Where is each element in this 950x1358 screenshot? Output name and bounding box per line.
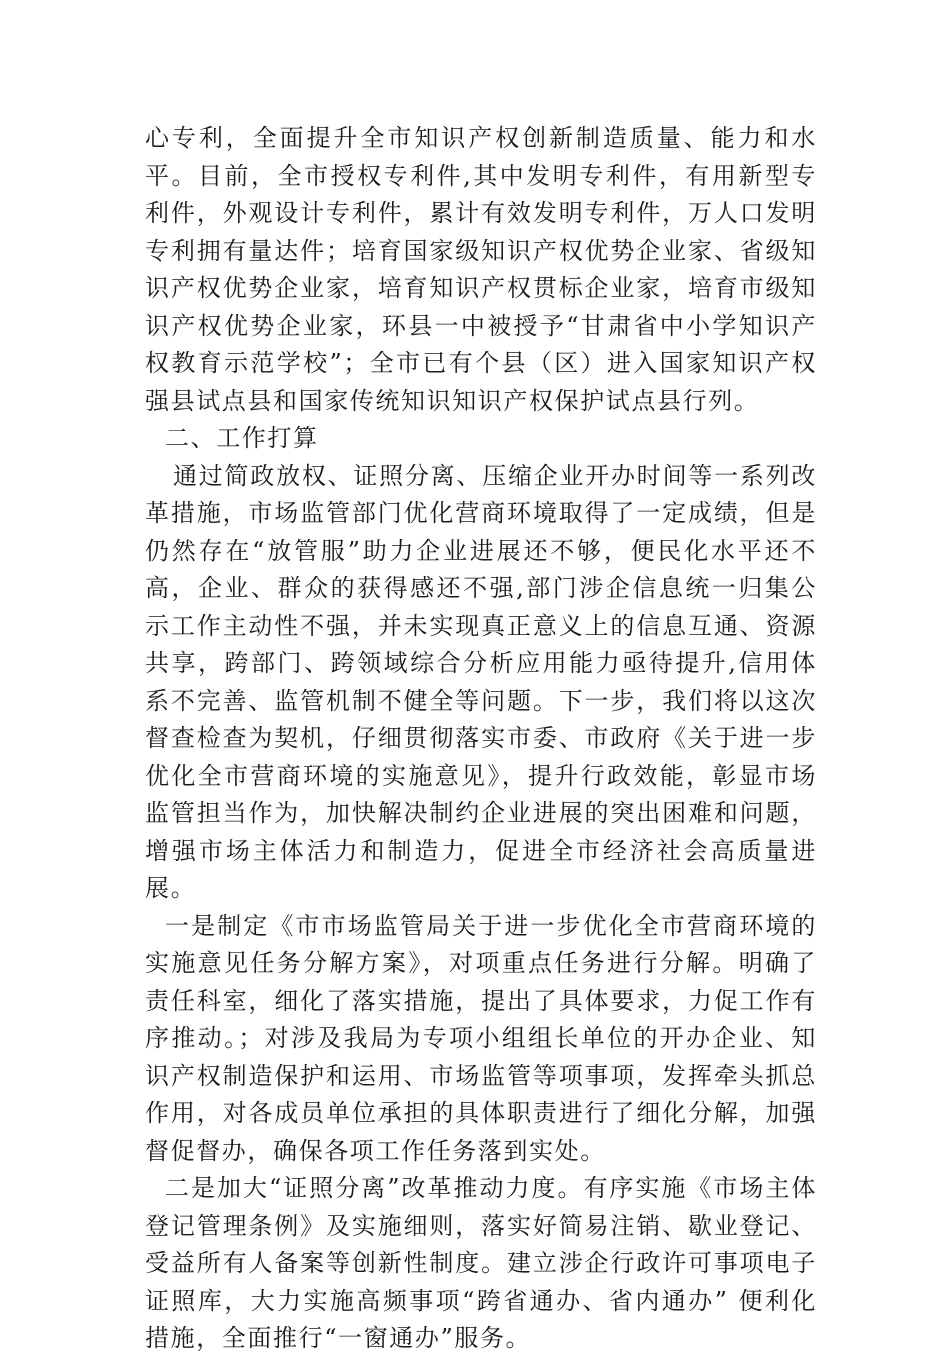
paragraph-plan-item-1: 一是制定《市市场监管局关于进一步优化全市营商环境的实施意见任务分解方案》，对项重点任务进行分解。明确了责任科室，细化了落实措施，提出了具体要求，力促工作有序推动。；对涉及我局为专项小组组长单位的开办企业、知识产权制造保护和运用、市场监管等项事项，发挥牵头抓总作用，对各成员单位承担的具体职责进行了细化分解，加强督促督办，确保各项工作任务落到实处。	[145, 911, 817, 1165]
paragraph-ip-achievements: 心专利，全面提升全市知识产权创新制造质量、能力和水平。目前，全市授权专利件,其中发明专利件，有用新型专利件，外观设计专利件，累计有效发明专利件，万人口发明专利拥有量达件；培育国家级知识产权优势企业家、省级知识产权优势企业家，培育知识产权贯标企业家，培育市级知识产权优势企业家，环县一中被授予“甘肃省中小学知识产权教育示范学校”；全市已有个县（区）进入国家知识产权强县试点县和国家传统知识知识产权保护试点县行列。	[145, 124, 817, 415]
paragraph-work-plan-intro: 通过简政放权、证照分离、压缩企业开办时间等一系列改革措施，市场监管部门优化营商环境取得了一定成绩，但是仍然存在“放管服”助力企业进展还不够，便民化水平还不高，企业、群众的获得感还不强,部门涉企信息统一归集公示工作主动性不强，并未实现真正意义上的信息互通、资源共享，跨部门、跨领域综合分析应用能力亟待提升,信用体系不完善、监管机制不健全等问题。下一步，我们将以这次督查检查为契机，仔细贯彻落实市委、市政府《关于进一步优化全市营商环境的实施意见》，提升行政效能，彰显市场监管担当作为，加快解决制约企业进展的突出困难和问题，增强市场主体活力和制造力，促进全市经济社会高质量进展。	[145, 461, 817, 902]
paragraph-plan-item-2: 二是加大“证照分离”改革推动力度。有序实施《市场主体登记管理条例》及实施细则，落实好简易注销、歇业登记、受益所有人备案等创新性制度。建立涉企行政许可事项电子证照库，大力实施高频事项“跨省通办、省内通办” 便利化措施，全面推行“一窗通办”服务。	[145, 1174, 817, 1352]
document-body	[145, 120, 817, 1358]
section-heading-work-plan: 二、工作打算	[165, 424, 319, 452]
